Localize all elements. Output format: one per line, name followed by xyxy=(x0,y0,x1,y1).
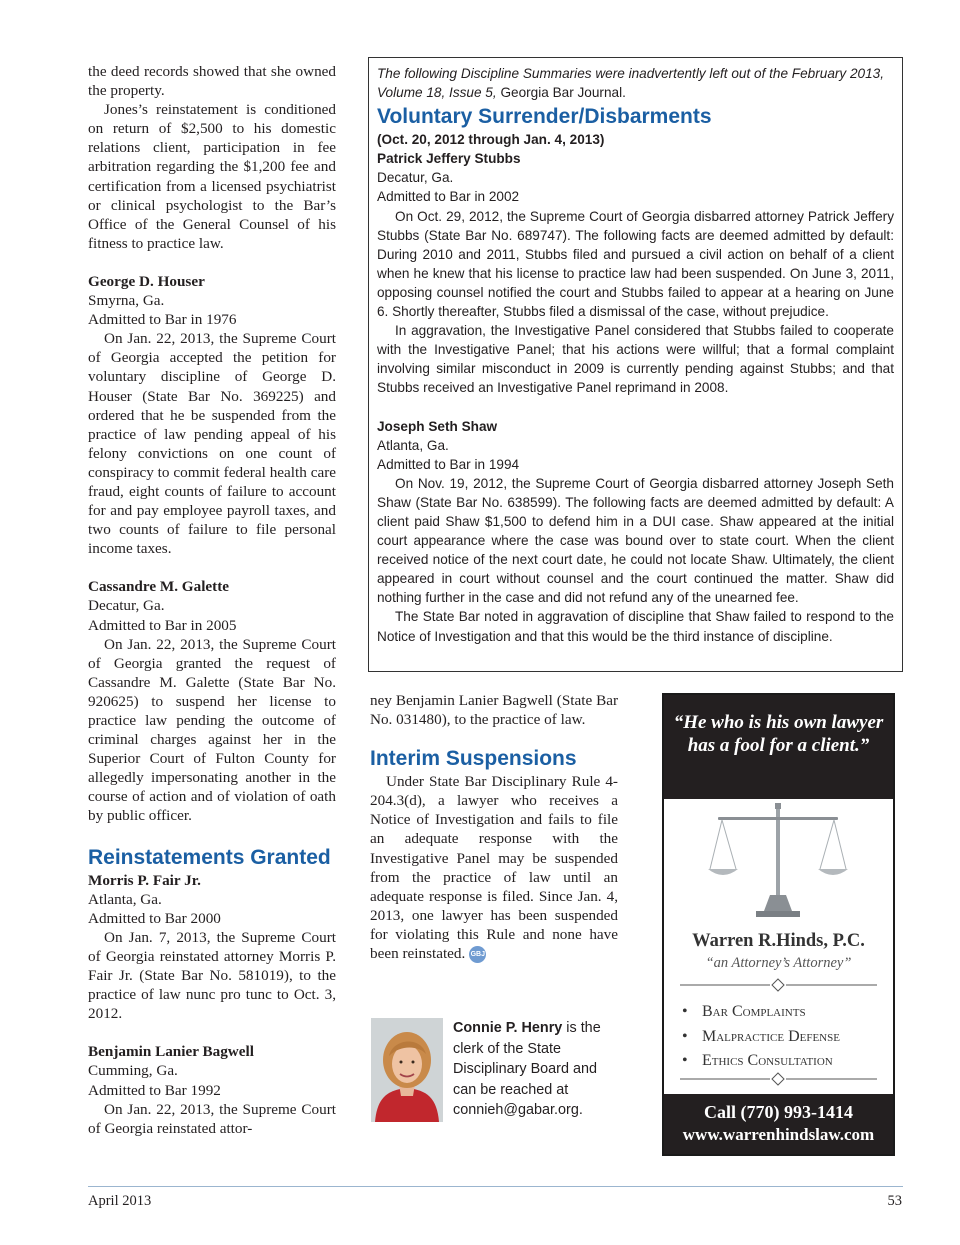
date-range: (Oct. 20, 2012 through Jan. 4, 2013) xyxy=(377,132,605,148)
attorney-name: Cassandre M. Galette xyxy=(88,578,230,596)
attorney-admitted: Admitted to Bar 1992 xyxy=(88,1081,221,1099)
ad-website: www.warrenhindslaw.com xyxy=(682,1125,875,1144)
author-name: Connie P. Henry xyxy=(453,1020,563,1036)
box-intro xyxy=(377,64,894,102)
paragraph: On Nov. 19, 2012, the Supreme Court of Georgia disbarred attorney Joseph Seth Shaw (State Bar No. 638599). The following facts are deemed admitted by default: A client paid Shaw $1,500 to defend him in a DUI case. Shaw appeared at the initial court appearance where the case was bound over to state court. When the client received notice of the next court date, he could not locate Shaw. Ultimately, the client appeared in court without counsel and the court continued the matter. Shaw did nothing further in the case and did not refund any of the unearned fee. xyxy=(377,475,894,606)
bullet-icon: • xyxy=(682,1027,688,1045)
ad-tagline: “an Attorney’s Attorney” xyxy=(705,955,852,971)
section-heading: Voluntary Surrender/Disbarments xyxy=(377,105,712,129)
page-number: 53 xyxy=(887,1193,902,1209)
divider-diamond-icon xyxy=(680,1072,877,1086)
paragraph: On Jan. 7, 2013, the Supreme Court of Georgia reinstated attorney Morris P. Fair Jr. (State Bar No. 581019), to the practice of law nunc pro tunc to Oct. 3, 2012. xyxy=(88,928,336,1023)
attorney-admitted: Admitted to Bar in 1976 xyxy=(88,311,237,329)
attorney-name: George D. Houser xyxy=(88,272,205,290)
ad-phone: Call (770) 993-1414 xyxy=(704,1102,853,1122)
footer-issue: April 2013 xyxy=(88,1193,152,1209)
attorney-admitted: Admitted to Bar in 1994 xyxy=(377,456,520,472)
section-heading: Interim Suspensions xyxy=(370,747,577,771)
paragraph: On Oct. 29, 2012, the Supreme Court of Georgia disbarred attorney Patrick Jeffery Stubbs (State Bar No. 689747). The following facts are deemed admitted by default: During 2010 and 2011, Stubbs filed and pursued a civil action on behalf of a client when he knew that his license to practice law had been suspended. On June 3, 2011, opposing counsel notified the court and Stubbs failed to appear at a hearing on June 6. Shortly thereafter, Stubbs filed a dismissal of the case, without prejudice. xyxy=(377,208,894,320)
attorney-location: Atlanta, Ga. xyxy=(88,890,162,908)
attorney-location: Decatur, Ga. xyxy=(377,170,454,186)
left-column xyxy=(88,62,336,1138)
paragraph: The State Bar noted in aggravation of discipline that Shaw failed to respond to the Notice of Investigation and that this would be the third instance of discipline. xyxy=(377,609,894,644)
attorney-location: Atlanta, Ga. xyxy=(377,437,449,453)
bullet-icon: • xyxy=(682,1052,688,1069)
gbj-end-mark-icon: GBJ xyxy=(469,946,486,963)
attorney-admitted: Admitted to Bar 2000 xyxy=(88,909,221,927)
list-item: • Bar Complaints xyxy=(682,1000,882,1025)
paragraph: ney Benjamin Lanier Bagwell (State Bar No. 031480), to the practice of law. xyxy=(370,692,618,729)
paragraph: On Jan. 22, 2013, the Supreme Court of Georgia granted the request of Cassandre M. Galette (State Bar No. 920625) to suspend her license to practice law pending the outcome of criminal charges against her in the Superior Court of Fulton County for allegedly impersonating another in the course of action and of violation of oath by public officer. xyxy=(88,635,336,825)
intro-publication: Georgia Bar Journal. xyxy=(500,85,626,101)
advertisement xyxy=(662,693,895,1156)
footer-rule xyxy=(88,1186,903,1187)
author-text xyxy=(453,1018,623,1121)
attorney-location: Cumming, Ga. xyxy=(88,1062,178,1080)
paragraph: On Jan. 22, 2013, the Supreme Court of Georgia reinstated attor- xyxy=(88,1100,336,1137)
intro-italic: The following Discipline Summaries were inadvertently left out of the February 2013, Volume 18, Issue 5, xyxy=(377,66,884,101)
attorney-admitted: Admitted to Bar in 2002 xyxy=(377,189,520,205)
author-description: is the clerk of the State Disciplinary Board and can be reached at connieh@gabar.org. xyxy=(453,1020,601,1118)
paragraph: On Jan. 22, 2013, the Supreme Court of Georgia accepted the petition for voluntary discipline of George D. Houser (State Bar No. 369225) and ordered that he be suspended from the practice of law pending appeal of his felony convictions on one count of conspiracy to commit federal health care fraud, eight counts of failure to account for and pay employee payroll taxes, and two counts of failure to file personal income taxes. xyxy=(88,330,336,558)
list-item: • Ethics Consultation xyxy=(682,1049,882,1074)
attorney-name: Patrick Jeffery Stubbs xyxy=(377,151,521,167)
ad-firm-name: Warren R.Hinds, P.C. xyxy=(692,931,865,951)
ad-contact xyxy=(664,1094,893,1154)
ad-services-list xyxy=(682,1000,882,1074)
author-photo xyxy=(371,1018,443,1122)
middle-column xyxy=(370,691,618,963)
interim-text: Under State Bar Disciplinary Rule 4-204.3(d), a lawyer who receives a Notice of Investigation and fails to file an adequate response with the Investigative Panel may be suspended from the practice of law until an adequate response is filed. Since Jan. 4, 2013, one lawyer has been suspended for violating this Rule and none have been reinstated. xyxy=(370,773,618,963)
attorney-name: Morris P. Fair Jr. xyxy=(88,871,201,889)
paragraph: Jones’s reinstatement is conditioned on return of $2,500 to his domestic relations client, participation in fee arbitration regarding the $1,200 fee and certification from a licensed psychiatrist or clinical psychologist to the Bar’s Office of the General Counsel of his fitness to practice law. xyxy=(88,101,336,252)
attorney-location: Decatur, Ga. xyxy=(88,597,165,615)
attorney-admitted: Admitted to Bar in 2005 xyxy=(88,616,237,634)
paragraph: the deed records showed that she owned the property. xyxy=(88,63,336,100)
attorney-name: Benjamin Lanier Bagwell xyxy=(88,1043,254,1061)
section-heading: Reinstatements Granted xyxy=(88,845,331,869)
paragraph: In aggravation, the Investigative Panel considered that Stubbs failed to cooperate with the Investigative Panel; that his actions were willful; that a formal complaint involving similar misconduct in 2009 is currently pending against Stubbs; and that Stubbs received an Investigative Panel reprimand in 2008. xyxy=(377,323,894,396)
author-bio xyxy=(371,1018,621,1124)
discipline-summary-box xyxy=(368,57,903,672)
attorney-name: Joseph Seth Shaw xyxy=(377,418,498,434)
divider-diamond-icon xyxy=(680,978,877,992)
scales-of-justice-icon xyxy=(708,799,848,923)
paragraph xyxy=(370,772,618,963)
ad-quote: “He who is his own lawyer has a fool for a client.” xyxy=(664,695,893,799)
attorney-location: Smyrna, Ga. xyxy=(88,292,165,310)
bullet-icon: • xyxy=(682,1003,688,1020)
list-item: • Malpractice Defense xyxy=(682,1025,882,1050)
